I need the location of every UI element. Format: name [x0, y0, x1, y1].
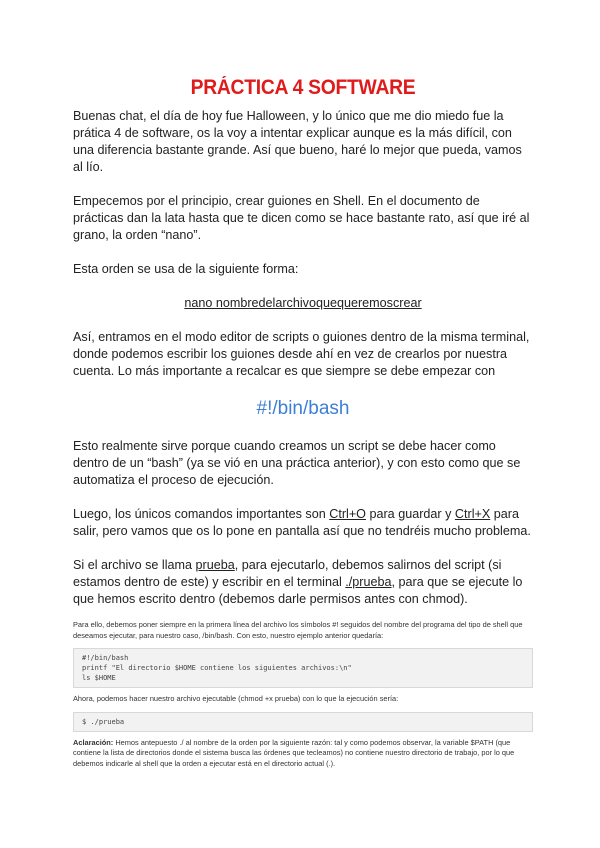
paragraph-nano-intro: Empecemos por el principio, crear guiones en Shell. En el documento de prácticas dan la lata hasta que te dicen como se hace bastante rato, así que iré al grano, la orden “nano”.: [73, 194, 530, 242]
shortcut-exit: Ctrl+X: [454, 507, 491, 521]
paragraph-shortcuts: Luego, los únicos comandos importantes son Ctrl+O para guardar y Ctrl+X para salir, pero vamos que os lo pone en pantalla así que no tendréis mucho problema.: [73, 507, 531, 538]
shebang-heading: #!/bin/bash: [256, 398, 350, 419]
code-line: printf "El directorio $HOME contiene los siguientes archivos:\n": [82, 664, 352, 672]
code-line: #!/bin/bash: [82, 654, 129, 662]
document-page: [73, 70, 533, 769]
code-line: $ ./prueba: [82, 717, 125, 726]
paragraph-editor: Así, entramos en el modo editor de scripts o guiones dentro de la misma terminal, donde podemos escribir los guiones desde ahí en vez de crearlos por nuestra cuenta. Lo más importante a recalcar es que siempre se debe empezar con: [73, 330, 530, 378]
screenshot-note: Aclaración: Hemos antepuesto ./ al nombre de la orden por la siguiente razón: tal y como podemos observar, la variable $PATH (que contiene la lista de directorios donde el sistema busca las órdenes que tecleamos) no contiene nuestro directorio de trabajo, por lo que debemos indicarle al shell que la orden a ejecutar está en el directorio actual (.).: [73, 737, 515, 768]
shortcut-save: Ctrl+O: [329, 507, 366, 521]
paragraph-usage: Esta orden se usa de la siguiente forma:: [73, 262, 299, 276]
nano-command: nano nombredelarchivoquequeremoscrear: [184, 296, 422, 310]
filename-prueba: prueba: [195, 558, 235, 572]
note-label: Aclaración:: [73, 737, 114, 747]
paragraph-bash: Esto realmente sirve porque cuando creamos un script se debe hacer como dentro de un “bash” (ya se vió en una práctica anterior), y con esto como que se automatiza el proceso de ejecución.: [73, 439, 521, 487]
screenshot-text-1: Para ello, debemos poner siempre en la primera línea del archivo los símbolos #! seguidos del nombre del programa del tipo de shell que deseamos ejecutar, para nuestro caso, /bin/bash. Con esto, nuestro ejemplo anterior quedaría:: [73, 620, 523, 640]
intro-paragraph: Buenas chat, el día de hoy fue Halloween, y lo único que me dio miedo fue la prática 4 de software, os la voy a intentar explicar aunque es la más difícil, con una diferencia bastante grande. Así que bueno, haré lo mejor que pueda, vamos al lío.: [73, 109, 522, 174]
code-block-run: [73, 712, 533, 732]
paragraph-execute: Si el archivo se llama prueba, para ejecutarlo, debemos salirnos del script (si estamos dentro de este) y escribir en el terminal ./prueba, para que se ejecute lo que hemos escrito dentro (debemos darle permisos antes con chmod).: [73, 558, 523, 606]
screenshot-text-2: Ahora, podemos hacer nuestro archivo ejecutable (chmod +x prueba) con lo que la ejecución sería:: [73, 694, 399, 703]
code-line: ls $HOME: [82, 674, 116, 682]
embedded-screenshot: [73, 620, 533, 769]
page-title: PRÁCTICA 4 SOFTWARE: [190, 76, 416, 99]
code-block-script: [73, 648, 533, 688]
command-run-prueba: ./prueba: [345, 575, 392, 589]
